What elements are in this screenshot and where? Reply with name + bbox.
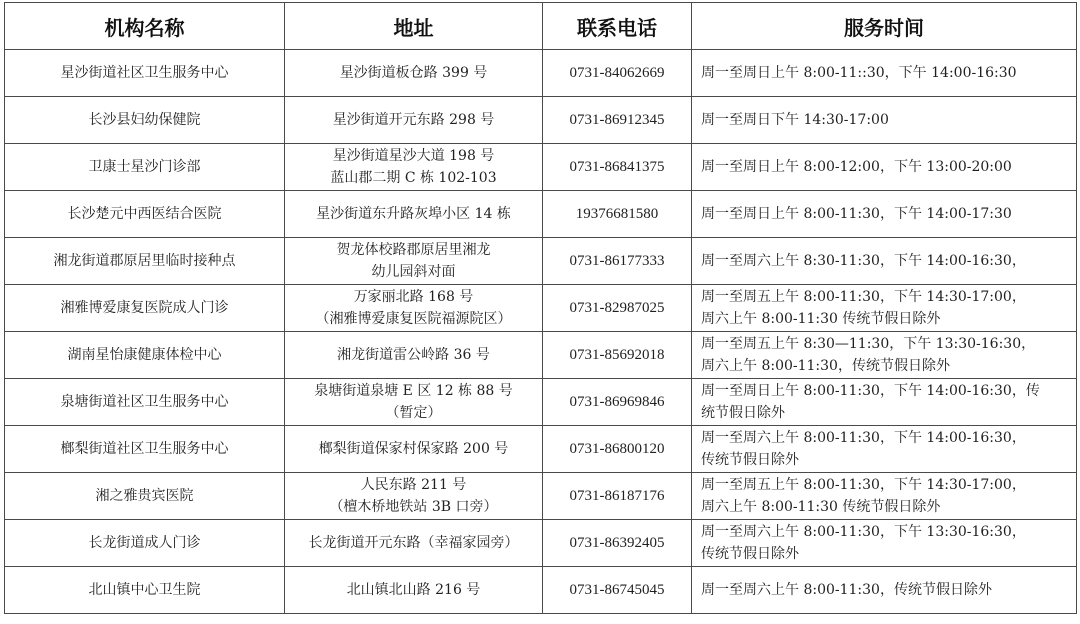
table-header-row: [5, 3, 1077, 50]
cell-address: 北山镇北山路 216 号: [285, 567, 543, 614]
cell-address: 万家丽北路 168 号 （湘雅博爱康复医院福源院区）: [285, 285, 543, 332]
cell-address: 人民东路 211 号 （檀木桥地铁站 3B 口旁）: [285, 473, 543, 520]
header-hours: 服务时间: [692, 3, 1077, 50]
table-row: [5, 238, 1077, 285]
cell-hours: 周一至周日上午 8:00-11:30，下午 14:00-16:30，传 统节假日除外: [692, 379, 1077, 426]
cell-address: 星沙街道板仓路 399 号: [285, 50, 543, 97]
table-row: [5, 332, 1077, 379]
cell-name: 湖南星怡康健康体检中心: [5, 332, 285, 379]
table-row: [5, 285, 1077, 332]
cell-hours: 周一至周五上午 8:00-11:30，下午 14:30-17:00， 周六上午 8:00-11:30 传统节假日除外: [692, 473, 1077, 520]
cell-hours: 周一至周五上午 8:30—11:30，下午 13:30-16:30， 周六上午 8:00-11:30，传统节假日除外: [692, 332, 1077, 379]
table-row: [5, 144, 1077, 191]
cell-phone: 0731-86841375: [543, 144, 692, 191]
cell-hours: 周一至周六上午 8:30-11:30，下午 14:00-16:30，: [692, 238, 1077, 285]
table-row: [5, 520, 1077, 567]
cell-hours: 周一至周六上午 8:00-11:30，下午 13:30-16:30， 传统节假日除外: [692, 520, 1077, 567]
cell-hours: 周一至周五上午 8:00-11:30，下午 14:30-17:00， 周六上午 8:00-11:30 传统节假日除外: [692, 285, 1077, 332]
cell-phone: 0731-86800120: [543, 426, 692, 473]
cell-hours: 周一至周日上午 8:00-11:30，下午 14:00-17:30: [692, 191, 1077, 238]
cell-hours: 周一至周日下午 14:30-17:00: [692, 97, 1077, 144]
cell-name: 长沙楚元中西医结合医院: [5, 191, 285, 238]
header-address: 地址: [285, 3, 543, 50]
cell-phone: 0731-86969846: [543, 379, 692, 426]
cell-phone: 0731-86392405: [543, 520, 692, 567]
vaccination-sites-table: [4, 2, 1077, 614]
table-row: [5, 567, 1077, 614]
cell-name: 榔梨街道社区卫生服务中心: [5, 426, 285, 473]
cell-phone: 0731-86177333: [543, 238, 692, 285]
cell-hours: 周一至周六上午 8:00-11:30，下午 14:00-16:30， 传统节假日除外: [692, 426, 1077, 473]
table-row: [5, 473, 1077, 520]
header-name: 机构名称: [5, 3, 285, 50]
cell-name: 长沙县妇幼保健院: [5, 97, 285, 144]
cell-address: 星沙街道开元东路 298 号: [285, 97, 543, 144]
cell-phone: 19376681580: [543, 191, 692, 238]
cell-hours: 周一至周日上午 8:00-12:00，下午 13:00-20:00: [692, 144, 1077, 191]
cell-name: 北山镇中心卫生院: [5, 567, 285, 614]
cell-address: 湘龙街道雷公岭路 36 号: [285, 332, 543, 379]
cell-name: 泉塘街道社区卫生服务中心: [5, 379, 285, 426]
cell-address: 星沙街道东升路灰埠小区 14 栋: [285, 191, 543, 238]
cell-address: 贺龙体校路郡原居里湘龙 幼儿园斜对面: [285, 238, 543, 285]
cell-address: 泉塘街道泉塘 E 区 12 栋 88 号 （暂定）: [285, 379, 543, 426]
cell-phone: 0731-84062669: [543, 50, 692, 97]
cell-name: 湘之雅贵宾医院: [5, 473, 285, 520]
table-row: [5, 50, 1077, 97]
table-row: [5, 426, 1077, 473]
cell-name: 长龙街道成人门诊: [5, 520, 285, 567]
cell-address: 榔梨街道保家村保家路 200 号: [285, 426, 543, 473]
cell-phone: 0731-85692018: [543, 332, 692, 379]
cell-name: 湘龙街道郡原居里临时接种点: [5, 238, 285, 285]
cell-address: 星沙街道星沙大道 198 号 蓝山郡二期 C 栋 102-103: [285, 144, 543, 191]
cell-phone: 0731-86187176: [543, 473, 692, 520]
cell-hours: 周一至周六上午 8:00-11:30，传统节假日除外: [692, 567, 1077, 614]
cell-name: 湘雅博爱康复医院成人门诊: [5, 285, 285, 332]
cell-name: 星沙街道社区卫生服务中心: [5, 50, 285, 97]
table-row: [5, 379, 1077, 426]
cell-phone: 0731-82987025: [543, 285, 692, 332]
cell-phone: 0731-86912345: [543, 97, 692, 144]
table-row: [5, 191, 1077, 238]
cell-name: 卫康士星沙门诊部: [5, 144, 285, 191]
cell-hours: 周一至周日上午 8:00-11::30，下午 14:00-16:30: [692, 50, 1077, 97]
cell-address: 长龙街道开元东路（幸福家园旁）: [285, 520, 543, 567]
header-phone: 联系电话: [543, 3, 692, 50]
cell-phone: 0731-86745045: [543, 567, 692, 614]
table-row: [5, 97, 1077, 144]
